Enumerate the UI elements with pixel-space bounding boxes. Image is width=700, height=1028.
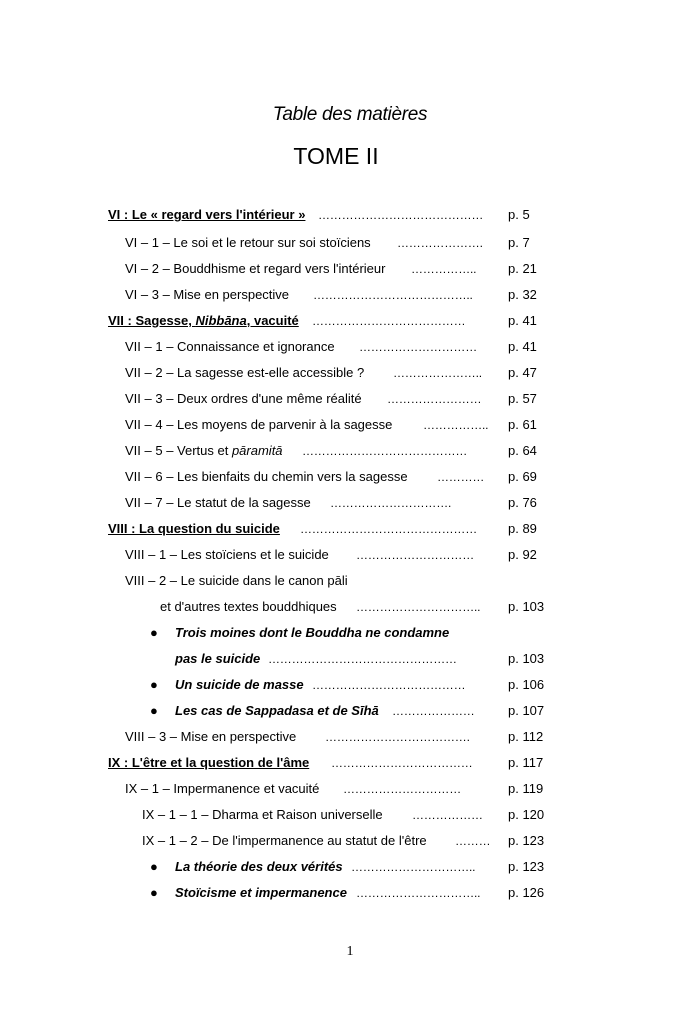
toc-entry-chapter-vi[interactable] — [0, 205, 700, 225]
page-number: 1 — [346, 944, 354, 959]
toc-page-number: p. 5 — [508, 207, 530, 222]
toc-entry-vii-3[interactable] — [0, 389, 700, 409]
toc-leader-dots: ………………………… — [356, 548, 475, 562]
toc-leader-dots: ……………………………………… — [300, 522, 478, 536]
toc-entry-text: et d'autres textes bouddhiques — [160, 599, 337, 614]
toc-page-number: p. 126 — [508, 885, 545, 900]
toc-page-number: p. 61 — [508, 417, 537, 432]
toc-leader-dots: …………….. — [423, 418, 489, 432]
toc-entry-text: IX – 1 – Impermanence et vacuité — [125, 781, 320, 796]
toc-entry-text: La théorie des deux vérités — [175, 859, 343, 874]
toc-entry-text: VII – 1 – Connaissance et ignorance — [125, 339, 335, 354]
toc-entry-text: VIII – 1 – Les stoïciens et le suicide — [125, 547, 329, 562]
toc-entry-bullet-suicide-de-masse[interactable] — [0, 675, 700, 695]
toc-entry-text: VI – 3 – Mise en perspective — [125, 287, 290, 302]
toc-leader-dots: ………………………………… — [312, 678, 466, 692]
toc-page-number: p. 107 — [508, 703, 545, 718]
toc-entry-text: VII – 5 – Vertus et pāramitā — [125, 443, 283, 458]
toc-entry-chapter-ix[interactable] — [0, 753, 700, 773]
toc-entry-viii-2[interactable] — [0, 571, 700, 591]
toc-leader-dots: ………………………………. — [325, 730, 470, 744]
toc-entry-text: Stoïcisme et impermanence — [175, 885, 347, 900]
toc-leader-dots: …………………………. — [330, 496, 452, 510]
toc-entry-vii-4[interactable] — [0, 415, 700, 435]
toc-entry-vii-5[interactable] — [0, 441, 700, 461]
volume-title: TOME II — [293, 143, 379, 169]
toc-entry-text: VII – 2 – La sagesse est-elle accessible ? — [125, 365, 365, 380]
toc-entry-text: VIII : La question du suicide — [108, 521, 280, 536]
toc-leader-dots: ……………… — [412, 808, 483, 822]
toc-entry-bullet-trois-moines[interactable] — [0, 623, 700, 643]
toc-leader-dots: …………………. — [397, 236, 483, 250]
toc-entry-text: VI – 1 – Le soi et le retour sur soi stoïciens — [125, 235, 371, 250]
toc-entry-vii-1[interactable] — [0, 337, 700, 357]
toc-entry-text: Un suicide de masse — [175, 677, 304, 692]
bullet-icon: ● — [150, 885, 158, 900]
toc-page-number: p. 117 — [508, 755, 544, 770]
toc-entry-chapter-vii[interactable] — [0, 311, 700, 331]
toc-leader-dots: ………………… — [392, 704, 475, 718]
toc-entry-vi-2[interactable] — [0, 259, 700, 279]
toc-entry-bullet-sappadasa[interactable] — [0, 701, 700, 721]
toc-leader-dots: …………………………………… — [302, 444, 468, 458]
toc-entry-vi-1[interactable] — [0, 233, 700, 253]
toc-page-number: p. 47 — [508, 365, 537, 380]
toc-entry-viii-3[interactable] — [0, 727, 700, 747]
toc-entry-vii-6[interactable] — [0, 467, 700, 487]
toc-entry-text: VIII – 3 – Mise en perspective — [125, 729, 297, 744]
toc-page-number: p. 69 — [508, 469, 537, 484]
toc-entry-text: VI – 2 – Bouddhisme et regard vers l'intérieur — [125, 261, 386, 276]
toc-page-number: p. 123 — [508, 833, 545, 848]
toc-entry-text: pas le suicide — [175, 651, 261, 666]
toc-entry-ix-1-1[interactable] — [0, 805, 700, 825]
toc-entry-bullet-trois-moines-cont[interactable] — [0, 649, 700, 669]
toc-page-number: p. 57 — [508, 391, 537, 406]
toc-page-number: p. 41 — [508, 313, 537, 328]
bullet-icon: ● — [150, 677, 158, 692]
toc-leader-dots: ……… — [455, 834, 491, 848]
toc-leader-dots: ………………………….. — [351, 860, 476, 874]
toc-leader-dots: ………………………………….. — [313, 288, 473, 302]
toc-entry-ix-1-2[interactable] — [0, 831, 700, 851]
toc-entry-text: VII : Sagesse, Nibbāna, vacuité — [108, 313, 299, 328]
toc-leader-dots: ……………………………… — [331, 756, 473, 770]
toc-page-number: p. 89 — [508, 521, 537, 536]
toc-leader-dots: ………………………… — [343, 782, 462, 796]
toc-entry-text: Les cas de Sappadasa et de Sīhā — [175, 703, 379, 718]
toc-leader-dots: ………………………………………… — [268, 652, 457, 666]
toc-page-number: p. 103 — [508, 599, 545, 614]
toc-entry-vi-3[interactable] — [0, 285, 700, 305]
toc-page-number: p. 123 — [508, 859, 545, 874]
toc-page-number: p. 103 — [508, 651, 545, 666]
toc-page-number: p. 32 — [508, 287, 537, 302]
toc-entry-text: IX – 1 – 2 – De l'impermanence au statut de l'être — [142, 833, 427, 848]
toc-entry-vii-2[interactable] — [0, 363, 700, 383]
toc-entry-text: VII – 6 – Les bienfaits du chemin vers la sagesse — [125, 469, 408, 484]
toc-page-number: p. 92 — [508, 547, 537, 562]
toc-entry-viii-2-cont[interactable] — [0, 597, 700, 617]
toc-page-number: p. 112 — [508, 729, 544, 744]
toc-page-number: p. 120 — [508, 807, 545, 822]
toc-page-number: p. 7 — [508, 235, 530, 250]
toc-entry-text: VII – 4 – Les moyens de parvenir à la sagesse — [125, 417, 393, 432]
toc-entry-text: IX – 1 – 1 – Dharma et Raison universelle — [142, 807, 383, 822]
toc-leader-dots: …………………………………… — [318, 208, 484, 222]
toc-page-number: p. 76 — [508, 495, 537, 510]
bullet-icon: ● — [150, 703, 158, 718]
toc-page-number: p. 119 — [508, 781, 544, 796]
toc-leader-dots: ………… — [437, 470, 485, 484]
toc-entry-text: IX : L'être et la question de l'âme — [108, 755, 310, 770]
toc-page-number: p. 21 — [508, 261, 537, 276]
toc-entry-text: VII – 7 – Le statut de la sagesse — [125, 495, 311, 510]
toc-leader-dots: ………………………….. — [356, 886, 481, 900]
bullet-icon: ● — [150, 859, 158, 874]
toc-entry-text: VI : Le « regard vers l'intérieur » — [108, 207, 306, 222]
toc-entry-ix-1[interactable] — [0, 779, 700, 799]
toc-leader-dots: ………………………….. — [356, 600, 481, 614]
toc-entry-chapter-viii[interactable] — [0, 519, 700, 539]
toc-page-number: p. 106 — [508, 677, 545, 692]
toc-entry-viii-1[interactable] — [0, 545, 700, 565]
toc-entry-text: Trois moines dont le Bouddha ne condamne — [175, 625, 450, 640]
toc-entry-bullet-deux-verites[interactable] — [0, 857, 700, 877]
toc-title: Table des matières — [272, 104, 428, 125]
toc-page-number: p. 64 — [508, 443, 537, 458]
bullet-icon: ● — [150, 625, 158, 640]
toc-leader-dots: ………………….. — [393, 366, 482, 380]
toc-entry-vii-7[interactable] — [0, 493, 700, 513]
toc-entry-text: VIII – 2 – Le suicide dans le canon pāli — [125, 573, 348, 588]
toc-leader-dots: ………………………… — [359, 340, 478, 354]
toc-leader-dots: …………………… — [387, 392, 482, 406]
toc-entry-text: VII – 3 – Deux ordres d'une même réalité — [125, 391, 362, 406]
toc-leader-dots: …………….. — [411, 262, 477, 276]
toc-page-number: p. 41 — [508, 339, 537, 354]
toc-leader-dots: ………………………………… — [312, 314, 466, 328]
toc-entry-bullet-stoicisme[interactable] — [0, 883, 700, 903]
